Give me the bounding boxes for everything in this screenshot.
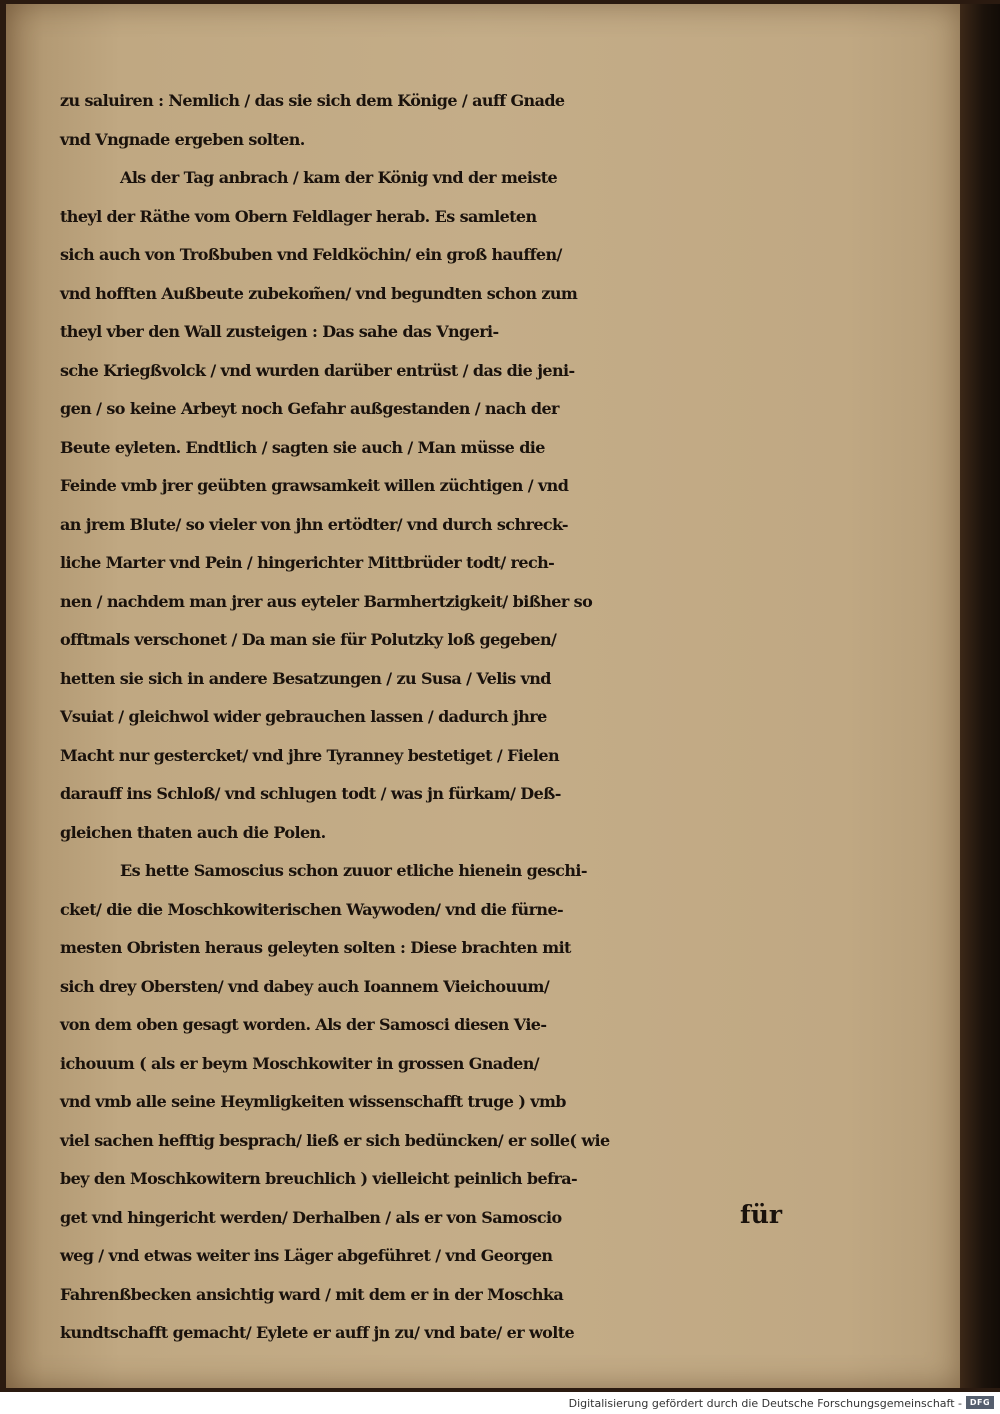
text-line: Fahrenßbecken ansichtig ward / mit dem er in der Moschka bbox=[60, 1284, 564, 1304]
text-line: viel sachen hefftig besprach/ ließ er sich bedüncken/ er solle( wie bbox=[60, 1130, 610, 1150]
text-line: darauff ins Schloß/ vnd schlugen todt / was jn fürkam/ Deß- bbox=[60, 784, 561, 803]
funding-notice: Digitalisierung gefördert durch die Deutsche Forschungsgemeinschaft - bbox=[568, 1397, 962, 1410]
text-line: Vsuiat / gleichwol wider gebrauchen lassen / dadurch jhre bbox=[60, 707, 547, 726]
text-line: zu saluiren : Nemlich / das sie sich dem Könige / auff Gnade bbox=[60, 91, 565, 110]
text-line: Als der Tag anbrach / kam der König vnd der meiste bbox=[120, 168, 558, 187]
catchword: für bbox=[740, 1200, 783, 1229]
page-text-block bbox=[60, 82, 820, 1353]
text-line: hetten sie sich in andere Besatzungen / zu Susa / Velis vnd bbox=[60, 668, 551, 688]
text-line: cket/ die die Moschkowiterischen Waywoden/ vnd die fürne- bbox=[60, 899, 564, 919]
text-line: mesten Obristen heraus geleyten solten : Diese brachten mit bbox=[60, 938, 571, 957]
text-line: theyl der Räthe vom Obern Feldlager herab. Es samleten bbox=[60, 206, 537, 226]
text-line: vnd Vngnade ergeben solten. bbox=[60, 129, 305, 149]
text-line: theyl vber den Wall zusteigen : Das sahe das Vngeri- bbox=[60, 322, 499, 341]
text-line: nen / nachdem man jrer aus eyteler Barmhertzigkeit/ bißher so bbox=[60, 591, 593, 611]
text-line: vnd vmb alle seine Heymligkeiten wissenschafft truge ) vmb bbox=[60, 1092, 566, 1111]
text-line: offtmals verschonet / Da man sie für Polutzky loß gegeben/ bbox=[60, 630, 557, 649]
text-line: vnd hofften Außbeute zubekom̃en/ vnd begundten schon zum bbox=[60, 283, 578, 303]
text-line: sich drey Obersten/ vnd dabey auch Ioannem Vieichouum/ bbox=[60, 976, 550, 996]
text-line: gleichen thaten auch die Polen. bbox=[60, 822, 326, 842]
footer-bar bbox=[0, 1392, 1000, 1414]
dfg-logo: DFG bbox=[966, 1396, 994, 1409]
text-line: ichouum ( als er beym Moschkowiter in grossen Gnaden/ bbox=[60, 1053, 540, 1073]
text-line: gen / so keine Arbeyt noch Gefahr außgestanden / nach der bbox=[60, 399, 559, 418]
text-line: kundtschafft gemacht/ Eylete er auff jn zu/ vnd bate/ er wolte bbox=[60, 1323, 575, 1342]
text-line: von dem oben gesagt worden. Als der Samosci diesen Vie- bbox=[60, 1015, 547, 1034]
page-edge-shadow bbox=[960, 4, 1000, 1388]
text-line: get vnd hingericht werden/ Derhalben / als er von Samoscio bbox=[60, 1207, 562, 1227]
text-line: Beute eyleten. Endtlich / sagten sie auch / Man müsse die bbox=[60, 437, 545, 457]
text-line: sich auch von Troßbuben vnd Feldköchin/ ein groß hauffen/ bbox=[60, 245, 562, 264]
text-line: Macht nur gestercket/ vnd jhre Tyranney bestetiget / Fielen bbox=[60, 745, 559, 765]
text-line: an jrem Blute/ so vieler von jhn ertödter/ vnd durch schreck- bbox=[60, 514, 568, 534]
text-line: weg / vnd etwas weiter ins Läger abgeführet / vnd Georgen bbox=[60, 1246, 553, 1265]
text-line: Feinde vmb jrer geübten grawsamkeit willen züchtigen / vnd bbox=[60, 476, 569, 495]
text-line: sche Kriegßvolck / vnd wurden darüber entrüst / das die jeni- bbox=[60, 360, 575, 380]
text-line: bey den Moschkowitern breuchlich ) vielleicht peinlich befra- bbox=[60, 1169, 578, 1188]
text-line: liche Marter vnd Pein / hingerichter Mittbrüder todt/ rech- bbox=[60, 553, 555, 572]
text-line: Es hette Samoscius schon zuuor etliche hienein geschi- bbox=[120, 861, 587, 880]
